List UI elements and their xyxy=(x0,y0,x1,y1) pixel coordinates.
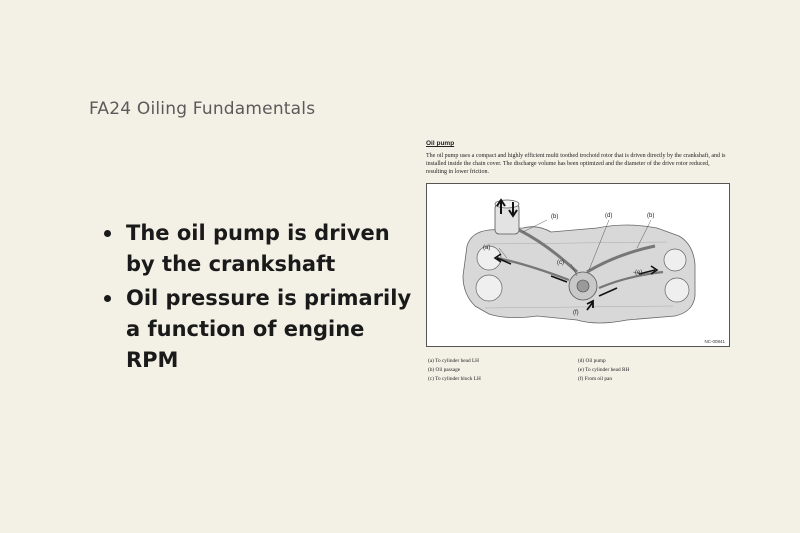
figure-code: NC-00841 xyxy=(704,339,725,344)
callout-d: (d) xyxy=(605,213,613,219)
legend-item: (d) Oil pump xyxy=(578,358,606,364)
callout-c: (c) xyxy=(557,260,564,266)
callout-e: (e) xyxy=(635,270,643,276)
legend-item: (e) To cylinder head RH xyxy=(578,367,630,373)
figure-legend xyxy=(428,358,728,383)
engine-chain-cover-illustration xyxy=(427,184,729,346)
callout-f: (f) xyxy=(573,310,579,316)
legend-item: (f) From oil pan xyxy=(578,376,612,382)
bullet-text: Oil pressure is primarily a function of engine RPM xyxy=(126,286,412,372)
manual-heading: Oil pump xyxy=(426,140,455,147)
legend-item: (b) Oil passage xyxy=(428,367,461,373)
callout-a: (a) xyxy=(483,245,491,251)
manual-excerpt xyxy=(426,140,732,382)
callout-b: (b) xyxy=(551,214,559,220)
bullet-item xyxy=(102,218,422,280)
callout-b-right: (b) xyxy=(647,213,655,219)
bullet-text: The oil pump is driven by the crankshaft xyxy=(126,221,390,276)
bullet-dot-icon xyxy=(104,230,111,237)
bullet-list xyxy=(102,218,422,379)
manual-paragraph: The oil pump uses a compact and highly efficient multi toothed trochoid rotor that is driven directly by the crankshaft, and is installed inside the chain cover. The discharge volume has been optimized and the diameter of the drive rotor reduced, resulting in lower friction. xyxy=(426,153,726,175)
bullet-item xyxy=(102,283,422,376)
legend-item: (a) To cylinder head LH xyxy=(428,358,480,364)
oil-pump-diagram xyxy=(426,183,730,347)
slide-title: FA24 Oiling Fundamentals xyxy=(89,99,316,119)
bullet-dot-icon xyxy=(104,295,111,302)
legend-item: (c) To cylinder block LH xyxy=(428,376,481,382)
